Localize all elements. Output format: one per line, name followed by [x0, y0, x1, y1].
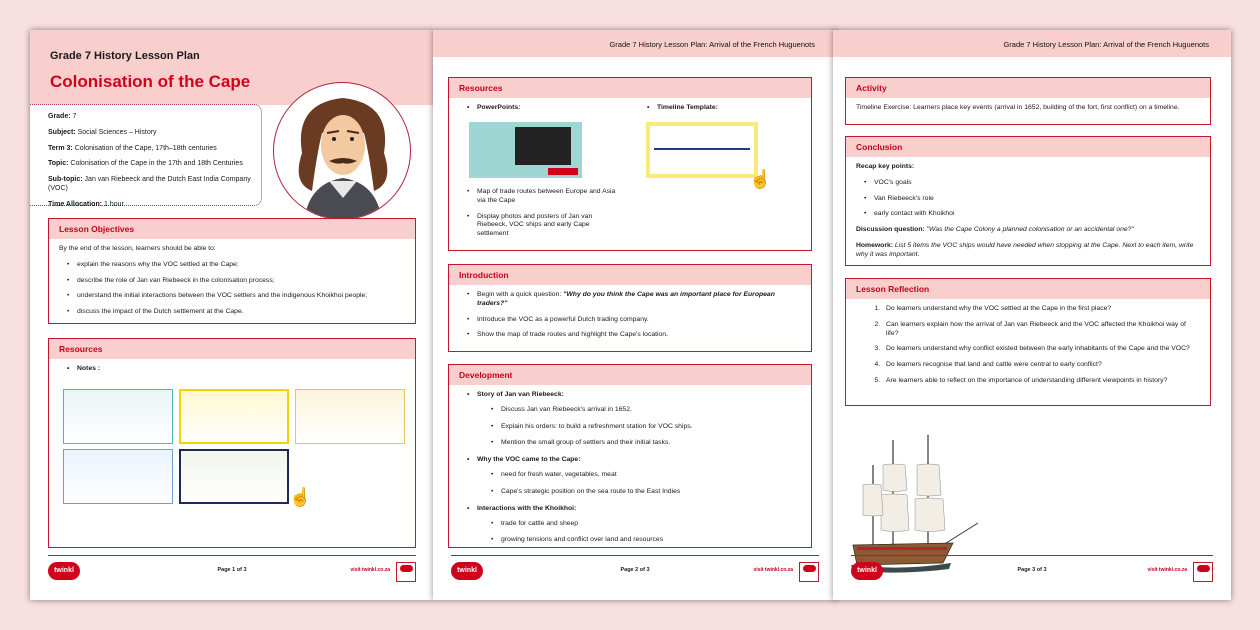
- section-heading: Lesson Reflection: [846, 279, 1210, 299]
- quality-badge-icon: [799, 562, 819, 582]
- notes-thumbnail-1[interactable]: [63, 389, 173, 444]
- page-2: [433, 30, 837, 600]
- intro-item: • Show the map of trade routes and highlight the Cape's location.: [467, 331, 801, 340]
- footer-divider: [48, 555, 416, 557]
- reflection-item: 3. Do learners understand why conflict existed between the early inhabitants of the Cape and the VOC?: [882, 345, 1200, 354]
- timeline-template-thumbnail[interactable]: [646, 122, 758, 178]
- development-item: • Cape's strategic position on the sea route to the East Indies: [491, 488, 801, 497]
- section-heading: Resources: [49, 339, 415, 359]
- discussion-question: Discussion question: "Was the Cape Colony a planned colonisation or an accidental one?": [856, 226, 1134, 234]
- download-tag: [548, 168, 578, 175]
- development-item: • need for fresh water, vegetables, meat: [491, 471, 801, 480]
- objective-item: • describe the role of Jan van Riebeeck in the colonisation process;: [67, 277, 405, 286]
- intro-item: • Begin with a quick question: "Why do you think the Cape was an important place for European traders?": [467, 291, 801, 309]
- pointer-hand-icon: ☝: [289, 487, 312, 507]
- info-topic: Topic: Colonisation of the Cape in the 17th and 18th Centuries: [48, 160, 243, 168]
- page-number: Page 1 of 3: [217, 567, 247, 573]
- activity-section: [845, 77, 1211, 125]
- info-subtopic: Sub-topic: Jan van Riebeeck and the Dutch East India Company (VOC): [48, 176, 251, 192]
- quality-badge-icon: [1193, 562, 1213, 582]
- notes-thumbnail-3[interactable]: [295, 389, 405, 444]
- section-heading: Development: [449, 365, 811, 385]
- recap-item: • early contact with Khoikhoi: [864, 210, 1200, 219]
- powerpoint-thumbnail[interactable]: [469, 122, 582, 178]
- timeline-line: [654, 148, 750, 150]
- info-time: Time Allocation: 1 hour: [48, 200, 124, 208]
- pointer-hand-icon: ☝: [749, 169, 772, 189]
- development-item: • growing tensions and conflict over land and resources: [491, 536, 801, 545]
- introduction-section: [448, 264, 812, 352]
- recap-item: • Van Riebeeck's role: [864, 195, 1200, 204]
- homework: Homework: List 5 items the VOC ships would have needed when stopping at the Cape. Next to each item, write why it was important.: [856, 242, 1194, 258]
- intro-item: • Introduce the VOC as a powerful Dutch trading company.: [467, 316, 801, 325]
- monitor-graphic: [515, 127, 571, 165]
- portrait-image: [273, 82, 411, 220]
- running-header: Grade 7 History Lesson Plan: Arrival of the French Huguenots: [609, 40, 815, 49]
- reflection-item: 5. Are learners able to reflect on the importance of understanding different viewpoints in history?: [882, 377, 1200, 386]
- document-title: Colonisation of the Cape: [50, 72, 251, 91]
- objective-item: • understand the initial interactions between the VOC settlers and the indigenous Khoikhoi people;: [67, 292, 405, 301]
- section-heading: Activity: [846, 78, 1210, 98]
- visit-link[interactable]: visit twinkl.co.za: [350, 567, 390, 573]
- page-number: Page 2 of 3: [620, 567, 650, 573]
- notes-thumbnail-2[interactable]: [179, 389, 289, 444]
- notes-thumbnail-5[interactable]: [179, 449, 289, 504]
- lesson-reflection-section: [845, 278, 1211, 406]
- twinkl-logo: twinkl: [451, 562, 483, 580]
- activity-text: Timeline Exercise: Learners place key events (arrival in 1652, building of the fort, first conflict) on a timeline.: [856, 104, 1180, 111]
- development-item: • trade for cattle and sheep: [491, 520, 801, 529]
- footer-divider: [451, 555, 819, 557]
- development-group: • Story of Jan van Riebeeck: • Discuss Jan van Riebeeck's arrival in 1652. • Explain his orders: to build a refreshment station for VOC ships. • Mention the small group of settlers and their initial tasks.: [467, 391, 801, 448]
- lesson-info-box: [30, 104, 262, 206]
- visit-link[interactable]: visit twinkl.co.za: [1147, 567, 1187, 573]
- twinkl-logo: twinkl: [48, 562, 80, 580]
- section-heading: Introduction: [449, 265, 811, 285]
- running-header: Grade 7 History Lesson Plan: Arrival of the French Huguenots: [1003, 40, 1209, 49]
- development-item: • Explain his orders: to build a refreshment station for VOC ships.: [491, 423, 801, 432]
- info-subject: Subject: Social Sciences – History: [48, 128, 157, 136]
- development-item: • Discuss Jan van Riebeeck's arrival in 1652.: [491, 406, 801, 415]
- resources-section: [448, 77, 812, 251]
- resource-item: • Display photos and posters of Jan van Riebeeck, VOC ships and early Cape settlement: [467, 213, 619, 239]
- info-term: Term 3: Colonisation of the Cape, 17th–18th centuries: [48, 144, 217, 152]
- reflection-item: 2. Can learners explain how the arrival of Jan van Riebeeck and the VOC affected the Khoikhoi way of life?: [882, 321, 1200, 339]
- recap-item: • VOC's goals: [864, 179, 1200, 188]
- info-grade: Grade: 7: [48, 113, 77, 120]
- quality-badge-icon: [396, 562, 416, 582]
- jan-van-riebeeck-illustration: [274, 83, 411, 220]
- section-heading: Resources: [449, 78, 811, 98]
- visit-link[interactable]: visit twinkl.co.za: [753, 567, 793, 573]
- lesson-objectives-section: [48, 218, 416, 324]
- page-number: Page 3 of 3: [1017, 567, 1047, 573]
- timeline-template-label: • Timeline Template:: [647, 104, 718, 113]
- notes-thumbnail-4[interactable]: [63, 449, 173, 504]
- recap-label: Recap key points:: [856, 163, 915, 170]
- resources-section: [48, 338, 416, 548]
- reflection-item: 1. Do learners understand why the VOC settled at the Cape in the first place?: [882, 305, 1200, 314]
- document-subtitle: Grade 7 History Lesson Plan: [50, 50, 200, 62]
- section-heading: Conclusion: [846, 137, 1210, 157]
- notes-label: • Notes :: [67, 365, 405, 374]
- resource-item: • Map of trade routes between Europe and Asia via the Cape: [467, 188, 619, 206]
- footer-divider: [851, 555, 1213, 557]
- development-group: • Interactions with the Khoikhoi: • trade for cattle and sheep • growing tensions and conflict over land and resources: [467, 505, 801, 545]
- development-group: • Why the VOC came to the Cape: • need for fresh water, vegetables, meat • Cape's strategic position on the sea route to the East Indies: [467, 456, 801, 496]
- objective-item: • discuss the impact of the Dutch settlement at the Cape.: [67, 308, 405, 317]
- development-item: • Mention the small group of settlers and their initial tasks.: [491, 439, 801, 448]
- page-1: [30, 30, 434, 600]
- section-heading: Lesson Objectives: [49, 219, 415, 239]
- objectives-intro: By the end of the lesson, learners should be able to:: [59, 245, 216, 252]
- objective-item: • explain the reasons why the VOC settled at the Cape;: [67, 261, 405, 270]
- development-section: [448, 364, 812, 548]
- page-3: [833, 30, 1231, 600]
- conclusion-section: [845, 136, 1211, 266]
- powerpoints-label: • PowerPoints:: [467, 104, 520, 113]
- twinkl-logo: twinkl: [851, 562, 883, 580]
- reflection-item: 4. Do learners recognise that land and cattle were central to early conflict?: [882, 361, 1200, 370]
